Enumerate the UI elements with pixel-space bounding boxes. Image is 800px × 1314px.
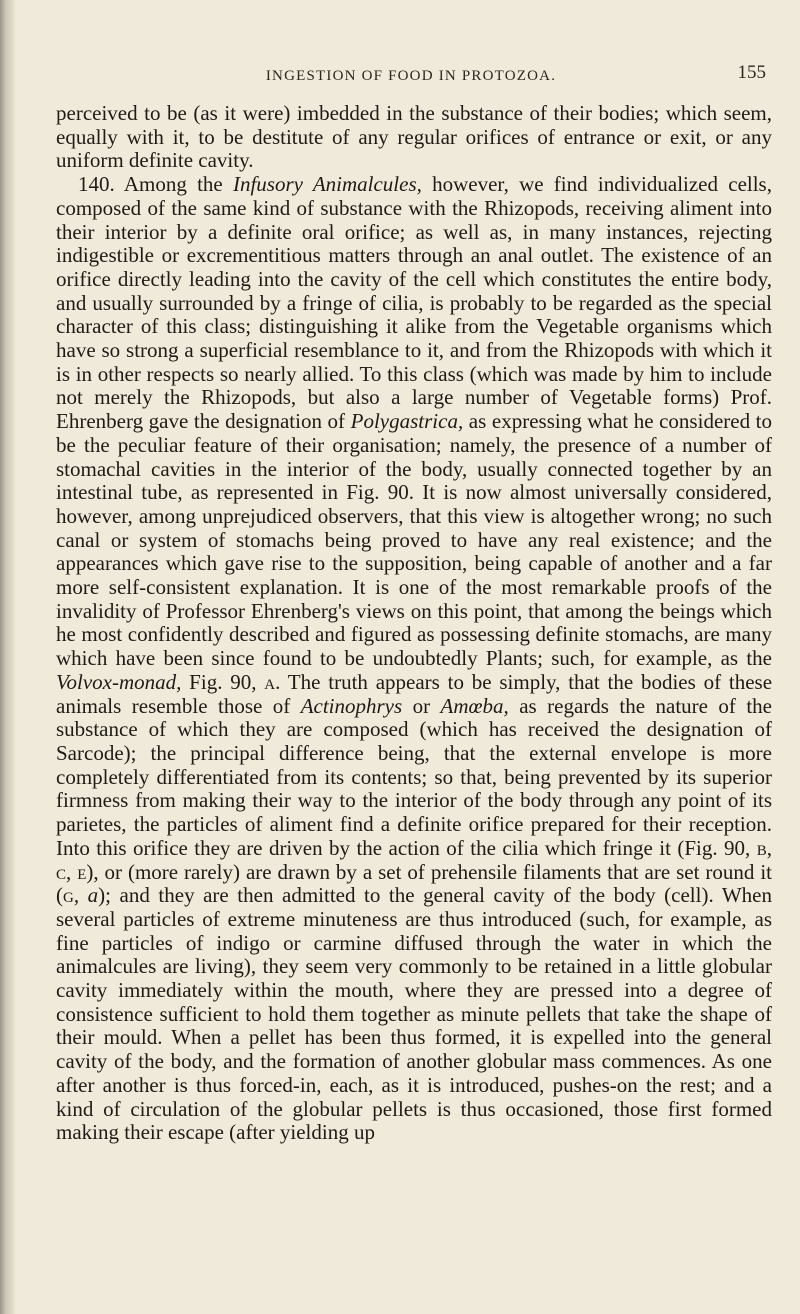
text-run: The truth appears to be simply, that the bodies of these animals resemble those of xyxy=(56,669,773,718)
text-run: 140. Among the xyxy=(78,172,233,197)
italic-term-actinophrys: Actinophrys xyxy=(300,693,403,718)
page-number: 155 xyxy=(737,62,766,83)
figure-letter-ref: a. xyxy=(264,669,281,694)
text-run: ), or (more rarely) are drawn by a set of prehensile filaments that are set round it ( xyxy=(56,859,772,908)
italic-term-amoeba: Amœba, xyxy=(440,693,509,718)
text-run: or xyxy=(402,693,441,718)
italic-term-infusory-animalcules: Infusory Animalcules, xyxy=(232,172,422,197)
body-text xyxy=(56,102,772,1145)
text-run: as expressing what he considered to be the peculiar feature of their organisation; namely, the presence of a number of stomachal cavities in the interior of the body, usually connected together by an intestinal tube, as represented in Fig. 90. It is now almost universally considered, however, among unprejudiced observers, that this view is altogether wrong; no such canal or system of stomachs being proved to have any real existence; and the appearances which gave rise to the supposition, being capable of another and a far more self-consistent explanation. It is one of the most remarkable proofs of the invalidity of Professor Ehrenberg's views on this point, that among the beings which he most confidently described and figured as possessing definite stomachs, are many which have been since found to be undoubtedly Plants; such, for example, as the xyxy=(56,409,773,671)
running-title: INGESTION OF FOOD IN PROTOZOA. xyxy=(265,68,557,84)
italic-term-polygastrica: Polygastrica, xyxy=(350,409,464,434)
paragraph-140 xyxy=(56,173,772,1145)
running-head xyxy=(56,62,766,92)
figure-letter-ref: b, c, e xyxy=(56,835,772,884)
figure-letter-ref: g xyxy=(63,883,74,908)
book-page xyxy=(16,0,800,1314)
text-run: ); and they are then admitted to the general cavity of the body (cell). When several particles of extreme minuteness are thus introduced (such, for example, as fine particles of indigo or carmine diffused through the water in which the animalcules are living), they seem very commonly to be retained in a little globular cavity immediately within the mouth, where they are pressed into a degree of consistence sufficient to hold them together as minute pellets that take the shape of their mould. When a pellet has been thus formed, it is expelled into the general cavity of the body, and the formation of another globular mass commences. As one after another is thus forced-in, each, as it is introduced, pushes-on the rest; and a kind of circulation of the globular pellets is thus occasioned, those first formed making their escape (after yielding up xyxy=(56,883,773,1145)
paragraph-continued: perceived to be (as it were) imbedded in the substance of their bodies; which seem, equally with it, to be destitute of any regular orifices of entrance or exit, or any uniform definite cavity. xyxy=(56,101,772,173)
scan-binding-edge xyxy=(0,0,14,1314)
text-run: , xyxy=(73,883,88,908)
text-run: as regards the nature of the substance of which they are composed (which has received the designation of Sarcode); the principal difference being, that the external envelope is more completely differentiated from its contents; so that, being prevented by its superior firmness from making their way to the interior of the body through any point of its parietes, the particles of aliment find a definite orifice prepared for their reception. Into this orifice they are driven by the action of the cilia which fringe it (Fig. 90, xyxy=(56,693,772,860)
text-run: however, we find individualized cells, composed of the same kind of substance with the Rhizopods, receiving aliment into their interior by a definite oral orifice; as well as, in many instances, rejecting indigestible or excrementitious matters through an anal outlet. The existence of an orifice directly leading into the cavity of the cell which constitutes the entire body, and usually surrounded by a fringe of cilia, is probably to be regarded as the special character of this class; distinguishing it alike from the Vegetable organisms which have so strong a superficial resemblance to it, and from the Rhizopods with which it is in other respects so nearly allied. To this class (which was made by him to include not merely the Rhizopods, but also a large number of Vegetable forms) Prof. Ehrenberg gave the designation of xyxy=(56,172,772,434)
text-run: Fig. 90, xyxy=(181,669,265,694)
italic-term-volvox-monad: Volvox-monad, xyxy=(56,669,182,694)
figure-letter-ref-italic: a xyxy=(87,883,99,908)
